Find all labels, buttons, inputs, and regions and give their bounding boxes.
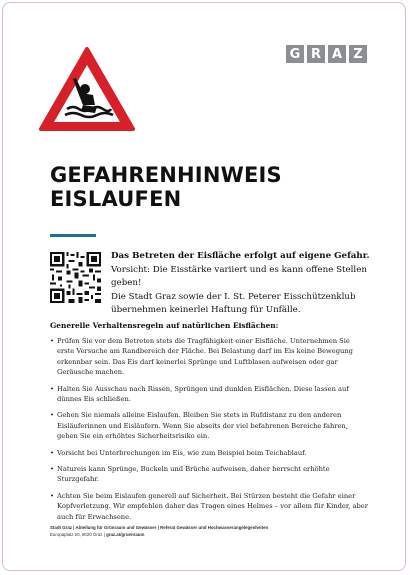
rule-text: Halten Sie Ausschau nach Rissen, Sprüngen und dunklen Eisflächen. Diese lassen auf dünnes Eis schließen. — [57, 384, 349, 404]
logo-letter: Z — [349, 45, 367, 63]
notice-page — [2, 2, 406, 571]
qr-code-icon[interactable] — [50, 252, 101, 303]
bullet-icon: • — [50, 384, 54, 393]
rule-text: Natureis kann Sprünge, Buckeln und Brüche aufweisen, daher herrscht erhöhte Sturzgefahr. — [57, 465, 330, 484]
bullet-icon: • — [50, 411, 54, 420]
logo-letter: A — [328, 45, 346, 63]
bullet-icon: • — [50, 465, 54, 474]
footer-address-text: Europaplatz 20, 8020 Graz | — [50, 532, 107, 537]
bullet-icon: • — [50, 337, 54, 345]
logo-letter: G — [286, 45, 304, 63]
drowning-warning-sign-icon — [37, 45, 137, 133]
list-item — [50, 336, 368, 378]
list-item — [50, 491, 368, 522]
graz-logo — [286, 45, 367, 63]
rules-heading: Generelle Verhaltensregeln auf natürlichen Eisflächen: — [50, 321, 279, 330]
title-underline — [50, 234, 96, 237]
footer-department: Stadt Graz | Abteilung für Grünraum und Gewässer | Referat Gewässer und Hochwasserangelegenheiten — [50, 525, 269, 530]
footer-address — [50, 531, 370, 538]
rule-text: Vorsicht bei Unterbrechungen im Eis, wie zum Beispiel beim Teichablauf. — [57, 448, 307, 457]
footer — [50, 524, 370, 538]
logo-letter: R — [307, 45, 325, 63]
list-item — [50, 410, 368, 441]
rule-text: Gehen Sie niemals alleine Eislaufen. Bleiben Sie stets in Rufdistanz zu den anderen Eisläuferinnen und Eisläufern. Wenn Sie abseits der viel befahrenen Bereiche fahren, gehen Sie ein erhöhtes Sicherheitsrisiko ein. — [57, 411, 348, 441]
rule-text: Prüfen Sie vor dem Betreten stets die Tragfähigkeit einer Eisfläche. Unternehmen Sie erste Versuche am Randbereich der Fläche. Bei Belastung darf im Eis keine Bewegung erkennbar sein. Das Eis darf keinerlei Sprünge und Luftblasen aufweisen oder gar Geräusche machen. — [57, 337, 353, 377]
rule-text: Achten Sie beim Eislaufen generell auf Sicherheit. Bei Stürzen besteht die Gefahr einer Kopfverletzung. Wir empfehlen daher das Tragen eines Helmes – vor allem für Kinder, aber auch für Erwachsene. — [57, 491, 368, 521]
intro-liability: Die Stadt Graz sowie der I. St. Peterer Eisschützenklub übernehmen keinerlei Haftung für Unfälle. — [111, 291, 356, 315]
list-item — [50, 384, 368, 405]
page-title: GEFAHRENHINWEIS EISLAUFEN — [50, 163, 282, 211]
list-item — [50, 448, 368, 458]
intro-lead: Das Betreten der Eisfläche erfolgt auf eigene Gefahr. — [111, 251, 370, 261]
list-item — [50, 464, 368, 485]
intro-warning: Vorsicht: Die Eisstärke variiert und es kann offene Stellen geben! — [111, 264, 367, 288]
footer-url-link[interactable]: graz.at/gruenraum — [106, 532, 145, 537]
bullet-icon: • — [50, 448, 54, 457]
rules-list — [50, 336, 368, 528]
bullet-icon: • — [50, 491, 54, 500]
intro-text — [111, 250, 381, 318]
